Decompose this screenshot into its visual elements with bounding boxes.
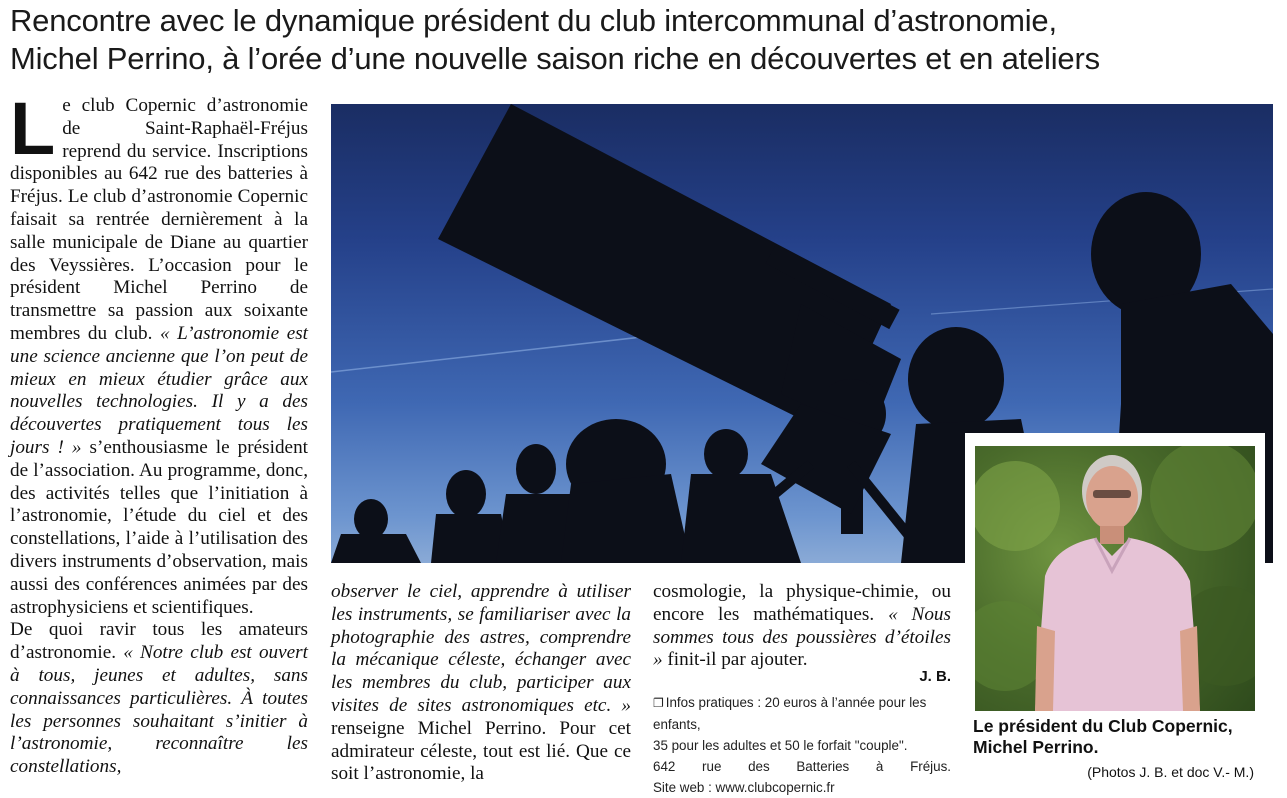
practical-info	[653, 692, 951, 798]
column-3-text-a: cosmologie, la physique-chimie, ou encore les mathématiques.	[653, 581, 951, 625]
info-line-1-text: Infos pratiques : 20 euros à l’année pour les enfants,	[653, 695, 927, 732]
article-paragraph-2	[10, 619, 308, 779]
paragraph-1-text-b: s’enthousiasme le président de l’association. Au programme, donc, des activités telles que l’initiation à l’astronomie, l’étude du ciel et des constellations, l’aide à l’utilisation des divers instruments d’observation, mais aussi des conférences animées par des astrophysiciens et scientifiques.	[10, 436, 308, 618]
info-line-4: Site web : www.clubcopernic.fr	[653, 780, 835, 795]
president-portrait	[975, 446, 1255, 711]
paragraph-2-quote: « Notre club est ouvert à tous, jeunes et adultes, sans connaissances particulières. À toutes les personnes souhaitant s’initier à l’astronomie, reconnaître les constellations,	[10, 642, 308, 778]
info-line-1	[653, 692, 951, 735]
article-column-2	[331, 581, 631, 786]
author-signature: J. B.	[919, 668, 951, 685]
drop-cap: L	[10, 87, 56, 170]
info-line-2: 35 pour les adultes et 50 le forfait "couple".	[653, 738, 908, 753]
column-2-text: renseigne Michel Perrino. Pour cet admirateur céleste, tout est lié. Que ce soit l’astronomie, la	[331, 717, 631, 785]
column-3-text-b: finit-il par ajouter.	[662, 649, 808, 671]
article-column-1	[10, 87, 309, 779]
info-line-3: 642 rue des Batteries à Fréjus.	[653, 759, 951, 774]
box-bullet-icon: ❐	[653, 696, 664, 710]
headline-line-1: Rencontre avec le dynamique président du club intercommunal d’astronomie,	[10, 3, 1057, 38]
paragraph-2-text-a: De quoi ravir tous les amateurs d’astronomie.	[10, 619, 308, 664]
headline	[10, 2, 1285, 78]
photo-caption: Le président du Club Copernic, Michel Perrino.	[973, 716, 1233, 757]
portrait-figure	[975, 446, 1255, 711]
photo-credit: (Photos J. B. et doc V.- M.)	[1087, 764, 1254, 780]
column-3-paragraph	[653, 581, 951, 672]
column-2-paragraph	[331, 581, 631, 786]
paragraph-1-quote: « L’astronomie est une science ancienne que l’on peut de mieux en mieux étudier grâce aux nouvelles technologies. Il y a des découvertes pratiquement tous les jours ! »	[10, 322, 309, 458]
article-paragraph-1	[10, 87, 309, 619]
headline-line-2: Michel Perrino, à l’orée d’une nouvelle saison riche en découvertes et en ateliers	[10, 41, 1100, 76]
paragraph-1-text-a: e club Copernic d’astronomie de Saint-Raphaël-Fréjus reprend du service. Inscriptions disponibles au 642 rue des batteries à Fréjus. Le club d’astronomie Copernic faisait sa rentrée dernièrement à la salle municipale de Diane au quartier des Veyssières. L’occasion pour le président Michel Perrino de transmettre sa passion aux soixante membres du club.	[10, 95, 308, 344]
column-2-quote: observer le ciel, apprendre à utiliser les instruments, se familiariser avec la photographie des astres, comprendre la mécanique céleste, échanger avec les membres du club, participer aux visites de sites astronomiques etc. »	[331, 581, 631, 716]
article-column-3	[653, 581, 951, 672]
column-3-quote: « Nous sommes tous des poussières d’étoiles »	[653, 603, 951, 671]
